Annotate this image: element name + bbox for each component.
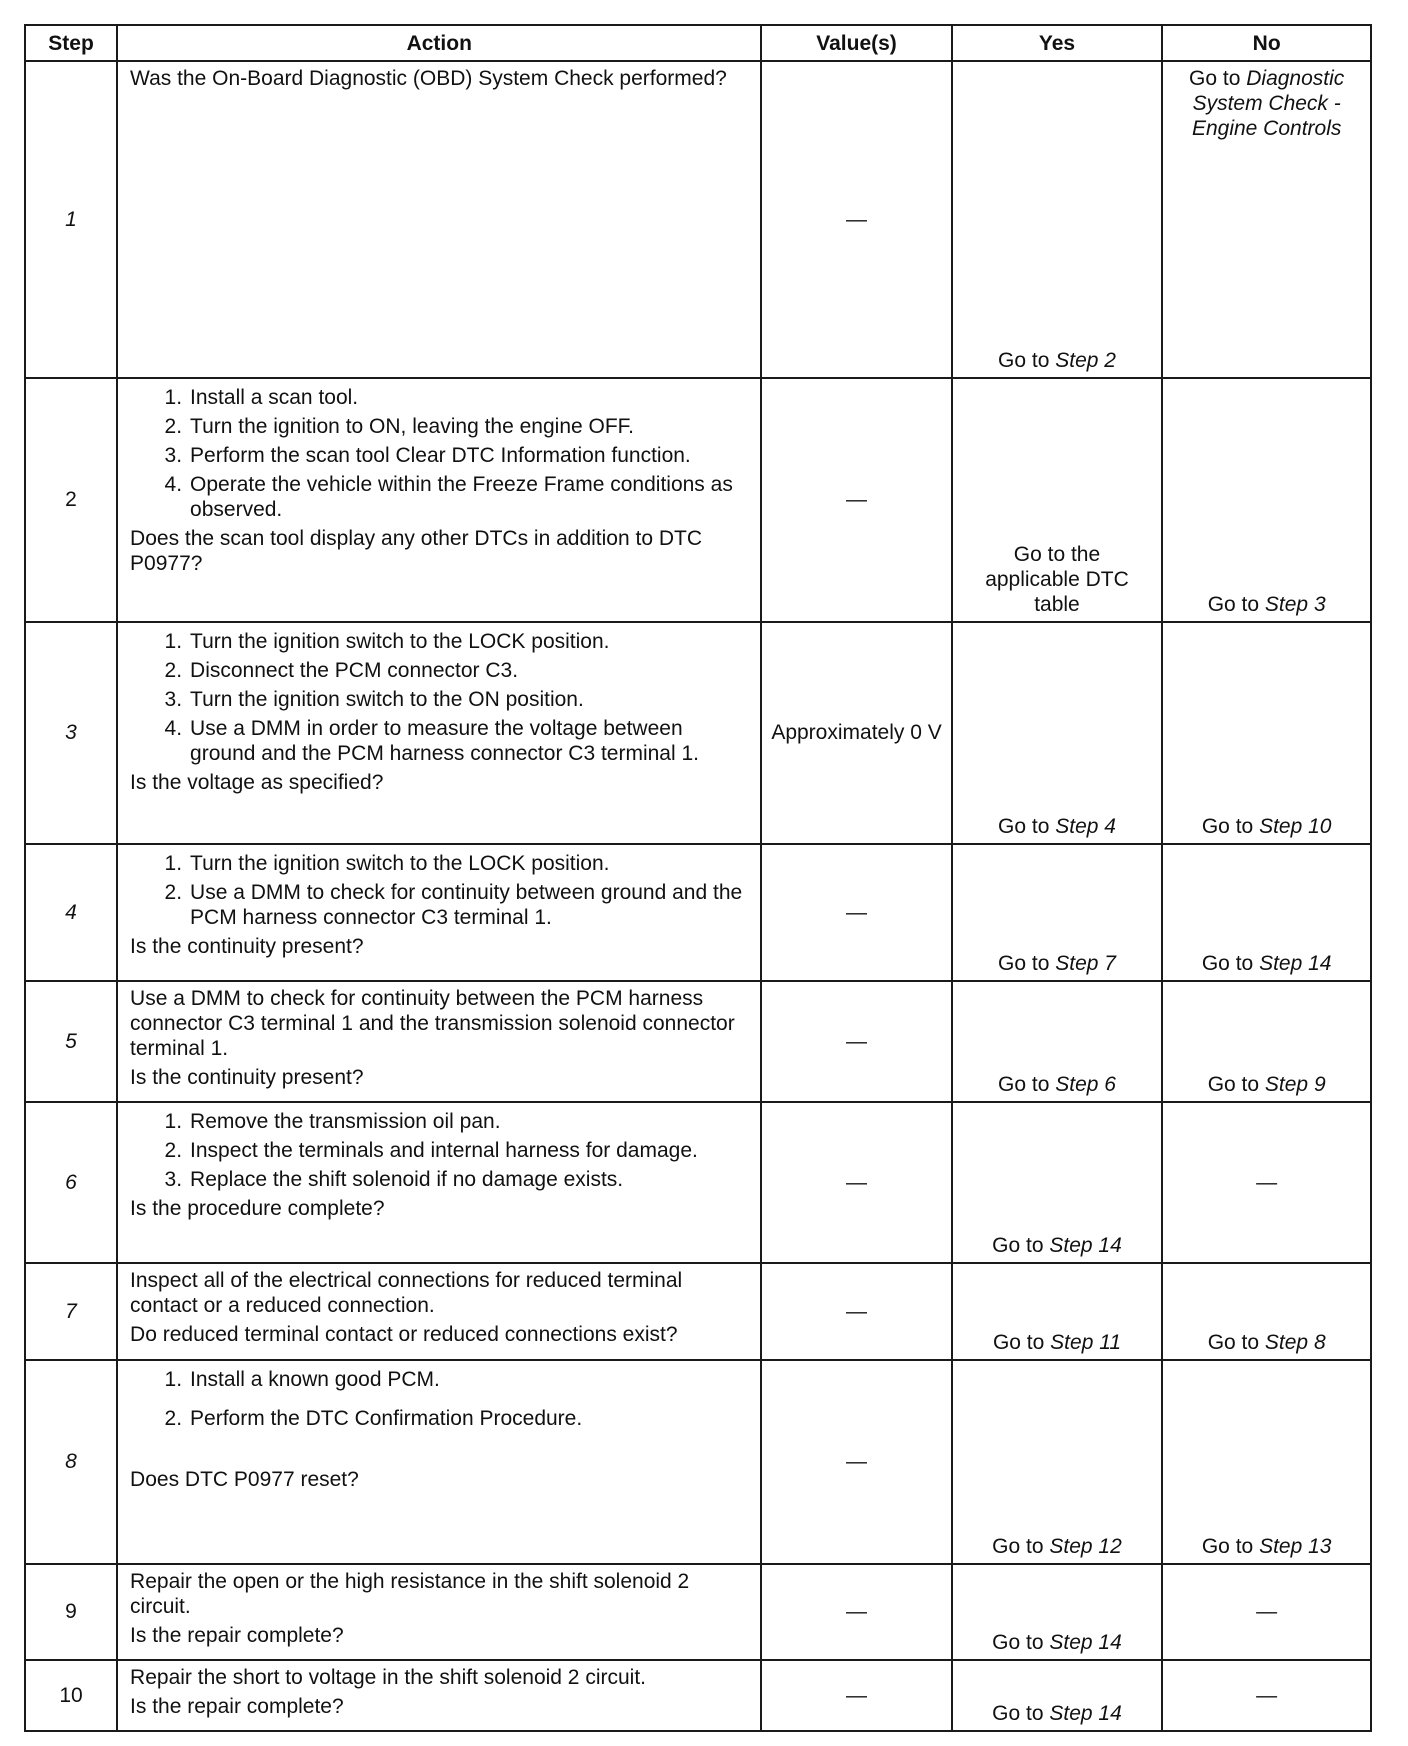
action-cell bbox=[117, 1564, 761, 1661]
no-link[interactable]: Step 14 bbox=[1259, 951, 1332, 975]
go-to-label: Go to bbox=[992, 1702, 1044, 1725]
action-cell bbox=[117, 981, 761, 1102]
action-cell bbox=[117, 1660, 761, 1731]
go-to-label: Go to bbox=[1207, 1072, 1260, 1096]
yes-cell bbox=[952, 378, 1163, 622]
go-to-label: Go to bbox=[998, 1072, 1050, 1096]
list-item: 2. Use a DMM to check for continuity between ground and the PCM harness connector C3 terminal 1. bbox=[164, 880, 743, 929]
no-link[interactable]: Diagnostic System Check - Engine Controls bbox=[1191, 67, 1345, 140]
value-cell: — bbox=[761, 1263, 951, 1360]
yes-cell bbox=[952, 981, 1163, 1102]
go-to-label: Go to bbox=[992, 1631, 1044, 1655]
list-item: 3. Perform the scan tool Clear DTC Information function. bbox=[164, 443, 691, 467]
no-cell bbox=[1162, 622, 1371, 844]
go-to-label: Go to bbox=[1189, 67, 1241, 90]
header-values: Value(s) bbox=[761, 25, 951, 61]
action-cell bbox=[117, 1360, 761, 1564]
value-cell: — bbox=[761, 61, 951, 378]
action-question: Is the continuity present? bbox=[130, 1065, 364, 1089]
go-to-label: Go to bbox=[1207, 1330, 1260, 1354]
step-number: 1 bbox=[25, 61, 117, 378]
no-link[interactable]: Step 13 bbox=[1259, 1534, 1332, 1558]
yes-link[interactable]: Step 14 bbox=[1049, 1234, 1122, 1258]
no-cell: — bbox=[1162, 1102, 1371, 1263]
list-item: 4. Operate the vehicle within the Freeze Frame conditions as observed. bbox=[164, 472, 733, 521]
no-link[interactable]: Step 8 bbox=[1264, 1330, 1326, 1354]
go-to-label: Go to bbox=[998, 814, 1050, 838]
go-to-label: Go to bbox=[998, 348, 1050, 372]
yes-link[interactable]: Step 4 bbox=[1055, 814, 1116, 838]
yes-link[interactable]: Go to the applicable DTC table bbox=[985, 542, 1129, 616]
yes-cell bbox=[952, 61, 1163, 378]
value-cell: — bbox=[761, 1102, 951, 1263]
yes-cell bbox=[952, 1263, 1163, 1360]
yes-cell bbox=[952, 844, 1163, 981]
value-cell: — bbox=[761, 378, 951, 622]
yes-link[interactable]: Step 6 bbox=[1055, 1072, 1116, 1096]
header-step: Step bbox=[25, 25, 117, 61]
yes-cell bbox=[952, 1564, 1163, 1661]
action-question: Is the voltage as specified? bbox=[130, 770, 384, 794]
go-to-label: Go to bbox=[1207, 592, 1260, 616]
table-row bbox=[25, 622, 1371, 844]
go-to-label: Go to bbox=[992, 1534, 1044, 1558]
list-item: 3. Replace the shift solenoid if no damage exists. bbox=[164, 1167, 624, 1191]
yes-cell bbox=[952, 1360, 1163, 1564]
table-row bbox=[25, 981, 1371, 1102]
table-row bbox=[25, 1360, 1371, 1564]
no-cell: — bbox=[1162, 1660, 1371, 1731]
action-intro: Repair the open or the high resistance in the shift solenoid 2 circuit. bbox=[130, 1569, 690, 1618]
list-item: 3. Turn the ignition switch to the ON position. bbox=[164, 687, 584, 711]
table-row bbox=[25, 1263, 1371, 1360]
step-number: 10 bbox=[25, 1660, 117, 1731]
yes-cell bbox=[952, 1660, 1163, 1731]
step-number: 3 bbox=[25, 622, 117, 844]
go-to-label: Go to bbox=[992, 1234, 1044, 1258]
yes-link[interactable]: Step 14 bbox=[1049, 1702, 1122, 1725]
no-cell bbox=[1162, 1263, 1371, 1360]
no-cell: — bbox=[1162, 1564, 1371, 1661]
action-cell bbox=[117, 1102, 761, 1263]
value-cell: — bbox=[761, 1564, 951, 1661]
list-item: 1. Install a scan tool. bbox=[164, 385, 359, 409]
header-row bbox=[25, 25, 1371, 61]
table-row bbox=[25, 61, 1371, 378]
header-action: Action bbox=[117, 25, 761, 61]
go-to-label: Go to bbox=[1201, 951, 1254, 975]
list-item: 1. Remove the transmission oil pan. bbox=[164, 1109, 501, 1133]
no-cell bbox=[1162, 981, 1371, 1102]
action-question: Is the continuity present? bbox=[130, 934, 364, 958]
no-cell bbox=[1162, 1360, 1371, 1564]
no-cell bbox=[1162, 844, 1371, 981]
yes-link[interactable]: Step 11 bbox=[1050, 1330, 1122, 1354]
no-link[interactable]: Step 9 bbox=[1264, 1072, 1326, 1096]
value-cell: — bbox=[761, 1360, 951, 1564]
step-number: 8 bbox=[25, 1360, 117, 1564]
action-question: Do reduced terminal contact or reduced connections exist? bbox=[130, 1323, 678, 1347]
value-cell: — bbox=[761, 1660, 951, 1731]
action-cell bbox=[117, 1263, 761, 1360]
step-number: 7 bbox=[25, 1263, 117, 1360]
action-cell bbox=[117, 844, 761, 981]
yes-cell bbox=[952, 1102, 1163, 1263]
value-cell: Approximately 0 V bbox=[761, 622, 951, 844]
go-to-label: Go to bbox=[1201, 814, 1254, 838]
list-item: 1. Turn the ignition switch to the LOCK position. bbox=[164, 851, 610, 875]
action-question: Is the procedure complete? bbox=[130, 1196, 385, 1220]
header-yes: Yes bbox=[952, 25, 1163, 61]
action-cell bbox=[117, 61, 761, 378]
list-item: 1. Install a known good PCM. bbox=[164, 1367, 440, 1391]
step-number: 6 bbox=[25, 1102, 117, 1263]
action-question: Is the repair complete? bbox=[130, 1695, 344, 1719]
no-link[interactable]: Step 10 bbox=[1259, 814, 1332, 838]
action-cell bbox=[117, 378, 761, 622]
diagnostic-table bbox=[24, 24, 1372, 1732]
list-item: 1. Turn the ignition switch to the LOCK position. bbox=[164, 629, 610, 653]
step-number: 9 bbox=[25, 1564, 117, 1661]
action-question: Does the scan tool display any other DTCs in addition to DTC P0977? bbox=[130, 526, 702, 575]
list-item: 2. Turn the ignition to ON, leaving the engine OFF. bbox=[164, 414, 635, 438]
step-number: 2 bbox=[25, 378, 117, 622]
list-item: 2. Perform the DTC Confirmation Procedure. bbox=[164, 1406, 583, 1430]
table-row bbox=[25, 844, 1371, 981]
go-to-label: Go to bbox=[1201, 1534, 1254, 1558]
no-link[interactable]: Step 3 bbox=[1264, 592, 1326, 616]
action-intro: Repair the short to voltage in the shift solenoid 2 circuit. bbox=[130, 1666, 646, 1690]
go-to-label: Go to bbox=[998, 951, 1050, 975]
yes-link[interactable]: Step 14 bbox=[1049, 1631, 1122, 1655]
step-number: 4 bbox=[25, 844, 117, 981]
table-row bbox=[25, 1660, 1371, 1731]
go-to-label: Go to bbox=[992, 1330, 1045, 1354]
list-item: 2. Inspect the terminals and internal harness for damage. bbox=[164, 1138, 698, 1162]
no-cell bbox=[1162, 61, 1371, 378]
yes-cell bbox=[952, 622, 1163, 844]
yes-link[interactable]: Step 7 bbox=[1055, 951, 1116, 975]
yes-link[interactable]: Step 12 bbox=[1049, 1534, 1122, 1558]
action-question: Does DTC P0977 reset? bbox=[130, 1467, 359, 1491]
table-row bbox=[25, 1102, 1371, 1263]
action-cell bbox=[117, 622, 761, 844]
list-item: 4. Use a DMM in order to measure the voltage between ground and the PCM harness connector C3 terminal 1. bbox=[164, 716, 699, 765]
no-cell bbox=[1162, 378, 1371, 622]
step-number: 5 bbox=[25, 981, 117, 1102]
value-cell: — bbox=[761, 844, 951, 981]
value-cell: — bbox=[761, 981, 951, 1102]
table-row bbox=[25, 1564, 1371, 1661]
action-question: Is the repair complete? bbox=[130, 1623, 344, 1647]
action-intro: Was the On-Board Diagnostic (OBD) System Check performed? bbox=[130, 67, 727, 90]
yes-link[interactable]: Step 2 bbox=[1055, 348, 1116, 372]
table-row bbox=[25, 378, 1371, 622]
action-intro: Use a DMM to check for continuity between the PCM harness connector C3 terminal 1 and the transmission solenoid connector terminal 1. bbox=[130, 986, 735, 1060]
list-item: 2. Disconnect the PCM connector C3. bbox=[164, 658, 519, 682]
action-intro: Inspect all of the electrical connections for reduced terminal contact or a reduced connection. bbox=[130, 1269, 683, 1318]
header-no: No bbox=[1162, 25, 1371, 61]
